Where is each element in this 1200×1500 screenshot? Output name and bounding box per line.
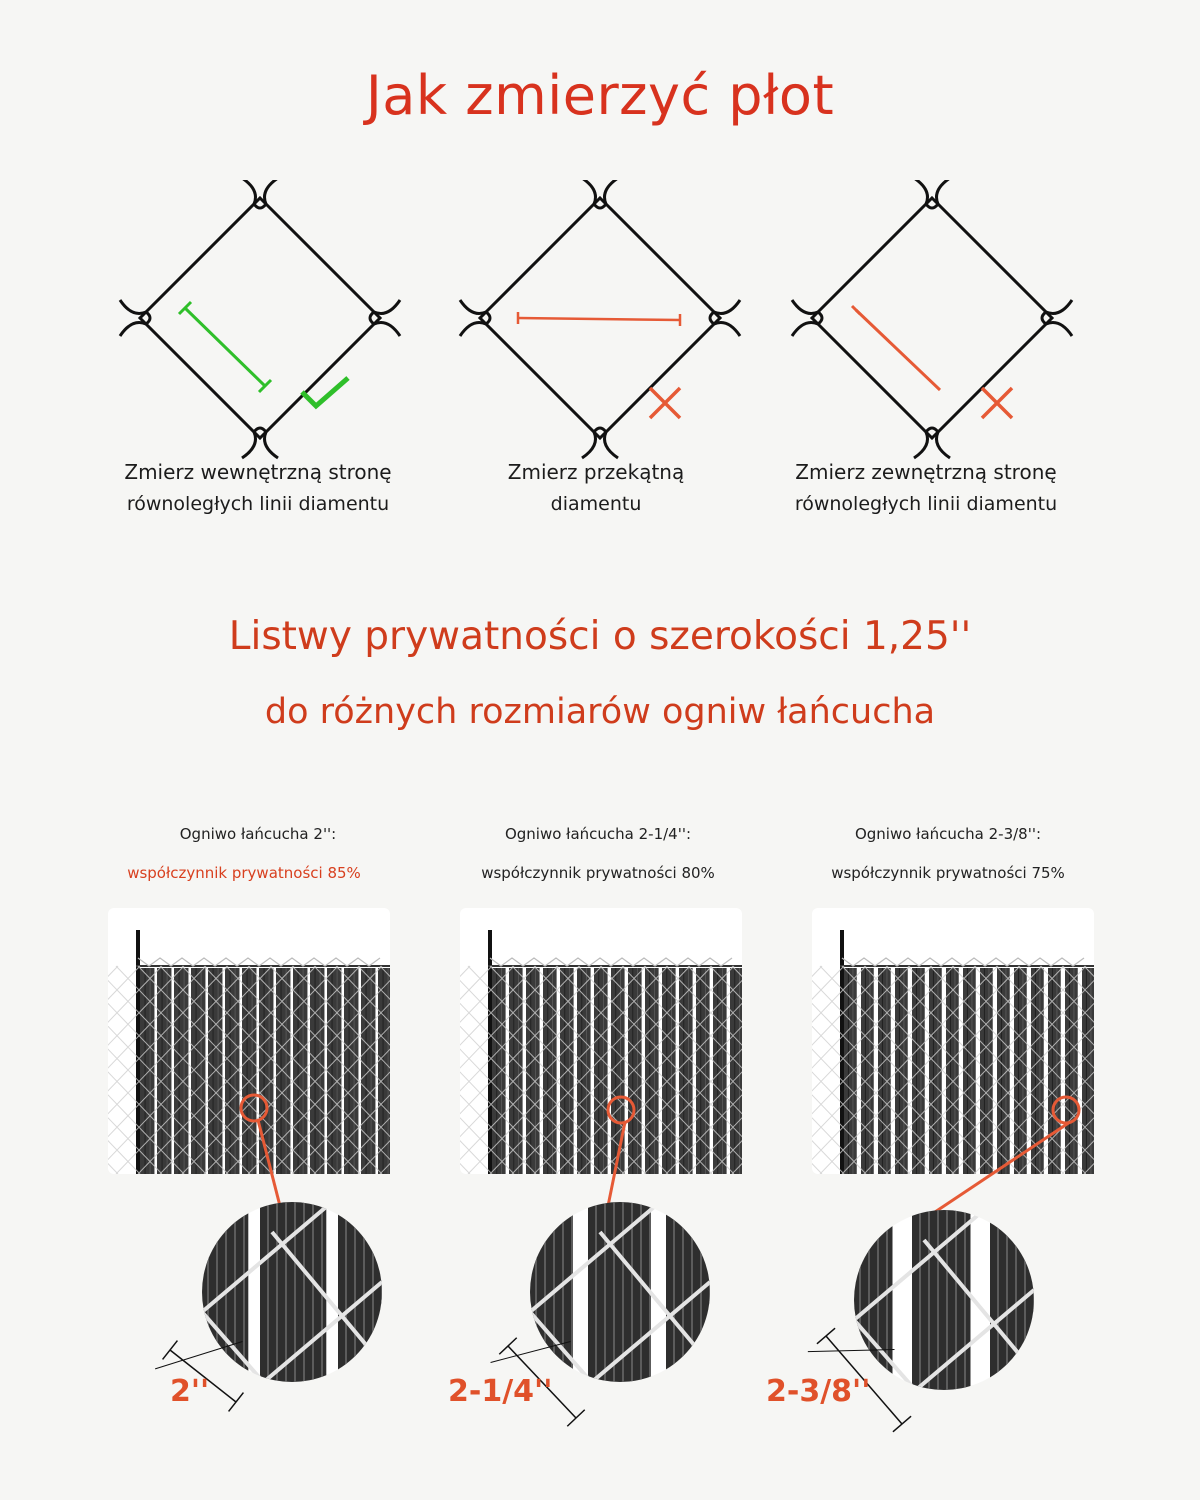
dimension-tick (163, 1341, 178, 1360)
zoom-marker (608, 1097, 634, 1123)
section-heading: Listwy prywatności o szerokości 1,25'' (228, 614, 972, 659)
measure-caption-2: Zmierz przekątną diamentu (507, 460, 685, 515)
privacy-factor-2: współczynnik prywatności 80% (481, 864, 715, 882)
zoom-circle (834, 1210, 1049, 1400)
link-name-1: Ogniwo łańcucha 2'': (179, 825, 337, 843)
zoom-connector (932, 1122, 1070, 1214)
dimension-label-1: 2'' (170, 1374, 210, 1409)
privacy-factor-3: współczynnik prywatności 75% (831, 864, 1065, 882)
dimension-tick (229, 1393, 244, 1412)
dimension-label-2: 2-1/4'' (448, 1374, 553, 1409)
zoom-marker (241, 1095, 267, 1121)
section-subheading: do różnych rozmiarów ogniw łańcucha (264, 692, 936, 732)
zoom-circle (182, 1202, 404, 1392)
link-name-2: Ogniwo łańcucha 2-1/4'': (504, 825, 692, 843)
zoom-connector (608, 1122, 625, 1206)
link-name-3: Ogniwo łańcucha 2-3/8'': (854, 825, 1042, 843)
dimension-tick (893, 1416, 911, 1432)
dimension-label-3: 2-3/8'' (766, 1374, 871, 1409)
page-title: Jak zmierzyć płot (365, 64, 835, 127)
zoom-connector (258, 1120, 280, 1206)
measure-caption-1: Zmierz wewnętrzną stronę równoległych linii diamentu (124, 460, 392, 515)
zoom-circle (510, 1202, 728, 1392)
dimension-tick (817, 1328, 835, 1344)
zoom-marker (1053, 1097, 1079, 1123)
privacy-factor-1: współczynnik prywatności 85% (127, 864, 361, 882)
measure-caption-3: Zmierz zewnętrzną stronę równoległych linii diamentu (794, 460, 1058, 515)
